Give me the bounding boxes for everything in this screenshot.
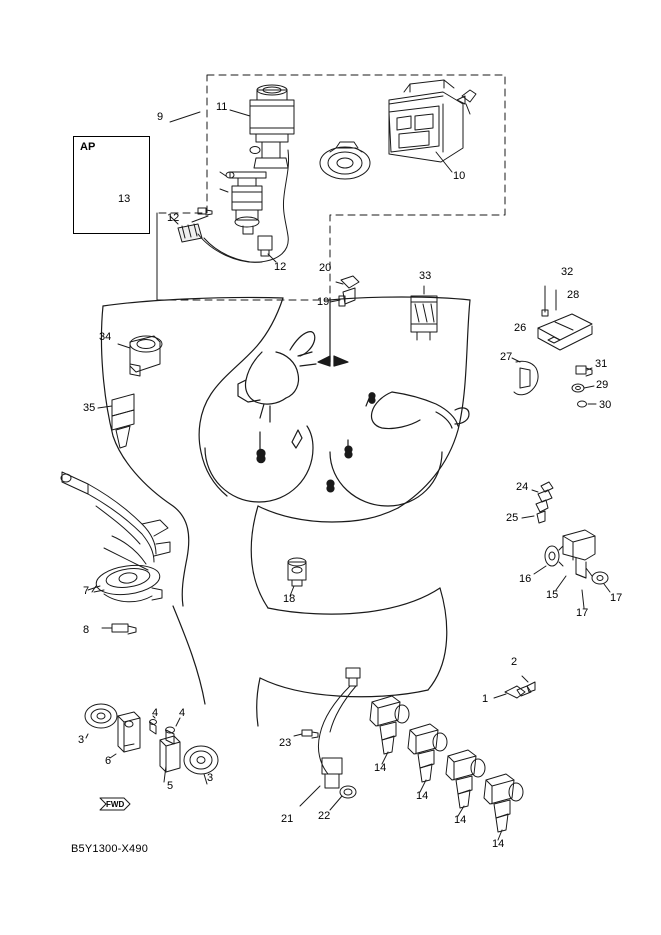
callout-7: 7 xyxy=(83,585,90,597)
callout-14-a: 14 xyxy=(374,762,387,774)
callout-9: 9 xyxy=(157,111,164,123)
callout-12-right: 12 xyxy=(274,261,287,273)
inset-label-ap: AP xyxy=(80,141,96,153)
callout-5: 5 xyxy=(167,780,174,792)
callout-2: 2 xyxy=(511,656,518,668)
callout-18: 18 xyxy=(283,593,296,605)
callout-16: 16 xyxy=(519,573,532,585)
callout-21: 21 xyxy=(281,813,294,825)
callout-20: 20 xyxy=(319,262,332,274)
callout-10: 10 xyxy=(453,170,466,182)
callout-4-right: 4 xyxy=(179,707,186,719)
callout-14-c: 14 xyxy=(454,814,467,826)
callout-26: 26 xyxy=(514,322,527,334)
callout-8: 8 xyxy=(83,624,90,636)
callout-1: 1 xyxy=(482,693,489,705)
callout-22: 22 xyxy=(318,810,331,822)
callout-30: 30 xyxy=(599,399,612,411)
callout-3-right: 3 xyxy=(207,772,214,784)
callout-23: 23 xyxy=(279,737,292,749)
callout-34: 34 xyxy=(99,331,112,343)
callout-25: 25 xyxy=(506,512,519,524)
callout-6: 6 xyxy=(105,755,112,767)
callout-3-left: 3 xyxy=(78,734,85,746)
callout-11: 11 xyxy=(216,101,228,113)
direction-marker-fwd: FWD xyxy=(106,800,125,809)
callout-28: 28 xyxy=(567,289,580,301)
callout-12-left: 12 xyxy=(167,212,180,224)
callout-31: 31 xyxy=(595,358,608,370)
callout-33: 33 xyxy=(419,270,432,282)
callout-4-left: 4 xyxy=(152,707,159,719)
callout-13: 13 xyxy=(118,193,131,205)
callout-17-right: 17 xyxy=(610,592,623,604)
callout-27: 27 xyxy=(500,351,513,363)
callout-19: 19 xyxy=(317,296,330,308)
callout-15: 15 xyxy=(546,589,559,601)
callout-32: 32 xyxy=(561,266,574,278)
callout-29: 29 xyxy=(596,379,609,391)
drawing-part-code: B5Y1300-X490 xyxy=(71,843,149,855)
callout-14-d: 14 xyxy=(492,838,505,850)
callout-24: 24 xyxy=(516,481,529,493)
callout-35: 35 xyxy=(83,402,96,414)
callout-14-b: 14 xyxy=(416,790,429,802)
callout-17-left: 17 xyxy=(576,607,589,619)
